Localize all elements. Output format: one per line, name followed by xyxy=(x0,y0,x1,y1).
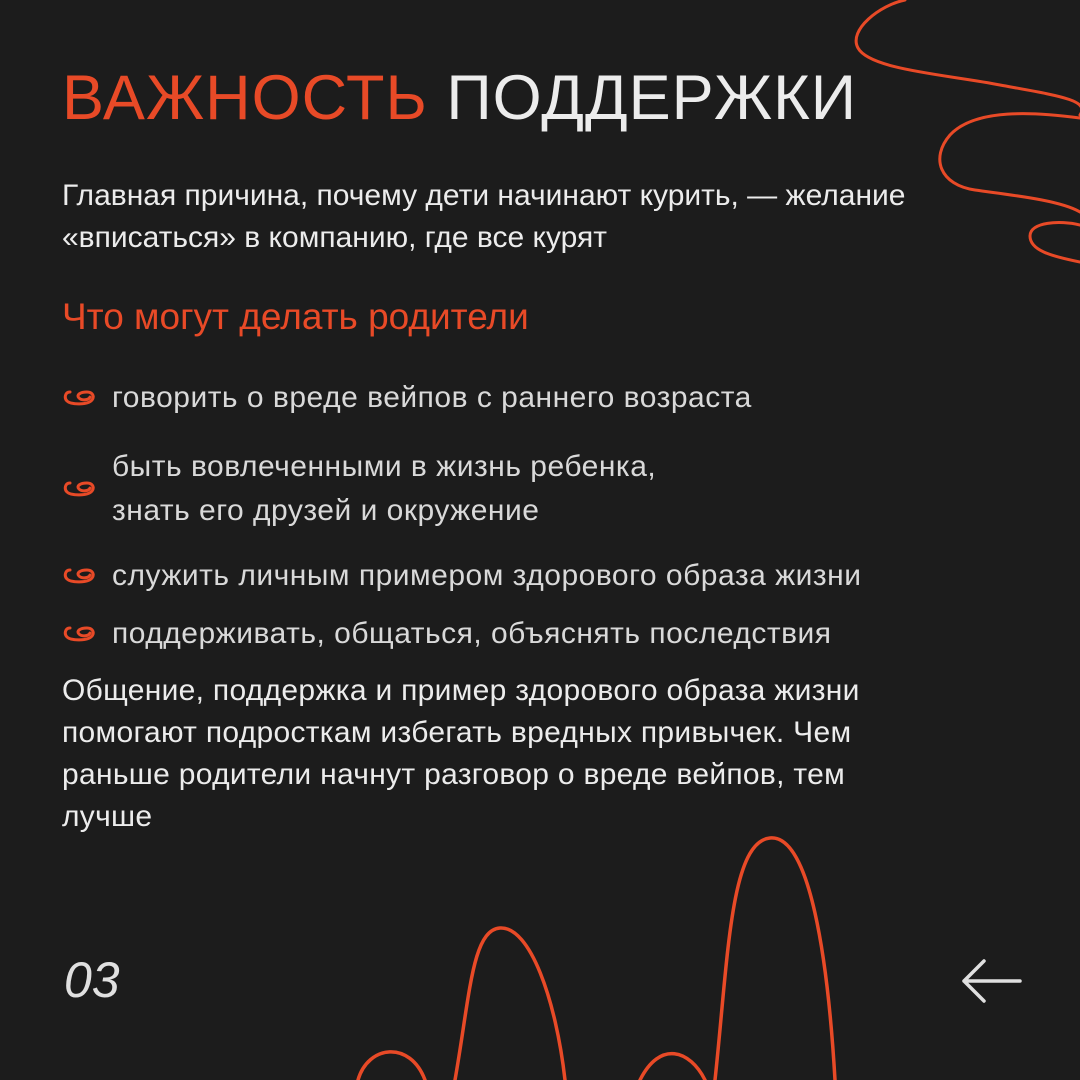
outro-text: Общение, поддержка и пример здорового образа жизни помогают подросткам избегать вредных привычек. Чем раньше родители начнут разговор о вреде вейпов, тем лучше xyxy=(62,674,860,833)
list-item-text: поддерживать, общаться, объяснять последствия xyxy=(112,617,832,650)
loop-bullet-icon xyxy=(62,389,96,407)
title-accent: ВАЖНОСТЬ xyxy=(62,63,428,133)
loop-bullet-icon xyxy=(62,480,96,498)
arrow-left-icon[interactable] xyxy=(958,955,1024,1007)
tips-list xyxy=(62,375,1052,657)
list-item-text: служить личным примером здорового образа жизни xyxy=(112,559,862,592)
list-item xyxy=(62,375,1052,421)
page-number: 03 xyxy=(64,952,120,1008)
intro-text: Главная причина, почему дети начинают курить, — желание «вписаться» в компанию, где все курят xyxy=(62,179,906,254)
loop-bullet-icon xyxy=(62,567,96,585)
list-item xyxy=(62,443,1052,535)
page-title xyxy=(62,62,857,134)
loop-bullet-icon xyxy=(62,625,96,643)
subheading: Что могут делать родители xyxy=(62,296,529,337)
list-item-text: быть вовлеченными в жизнь ребенка, знать его друзей и окружение xyxy=(112,450,657,527)
list-item xyxy=(62,553,1052,599)
list-item xyxy=(62,611,1052,657)
list-item-text: говорить о вреде вейпов с раннего возраста xyxy=(112,381,752,414)
title-rest: ПОДДЕРЖКИ xyxy=(446,63,858,133)
